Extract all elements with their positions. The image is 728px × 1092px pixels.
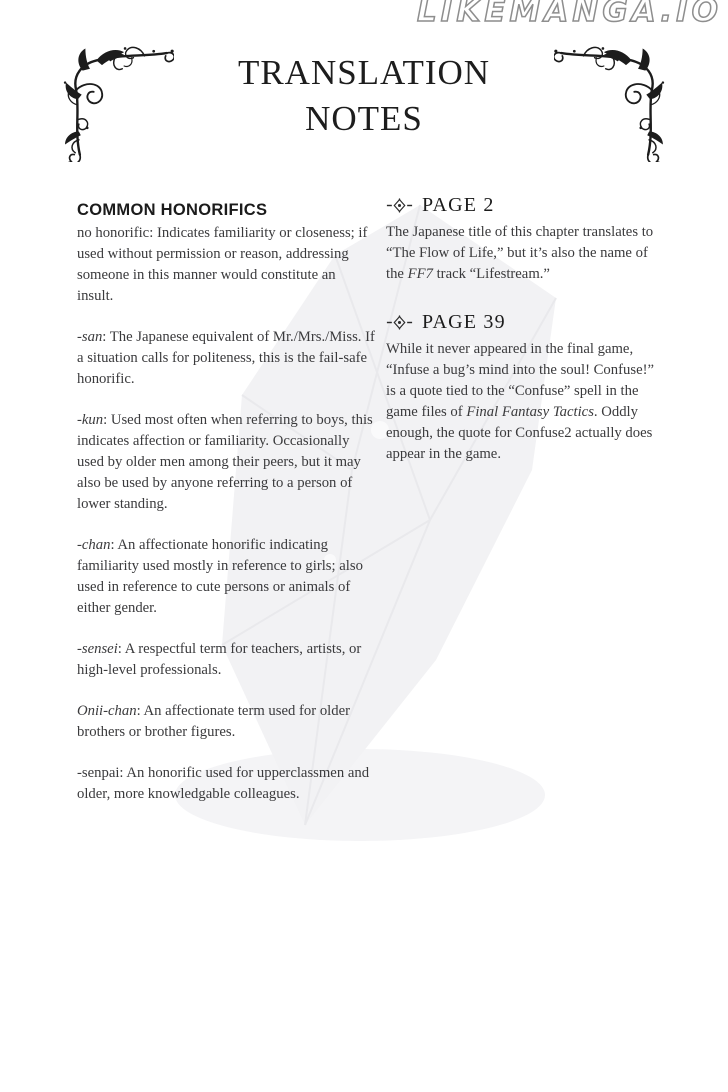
honorifics-section — [77, 201, 375, 825]
honorifics-entries — [77, 223, 375, 805]
honorific-entry: no honorific: Indicates familiarity or closeness; if used without permission or reason, addressing someone in this manner would constitute an insult. — [77, 225, 368, 305]
page-title-wrap — [0, 50, 728, 142]
page-note-body: While it never appeared in the final game, “Infuse a bug’s mind into the soul! Confuse!” is a quote tied to the “Confuse” spell in the game files of Final Fantasy Tactics. Oddly enough, the quote for Confuse2 actually does appear in the game. — [386, 341, 654, 463]
honorific-entry: Onii-chan: An affectionate term used for older brothers or brother figures. — [77, 703, 350, 741]
page-notes — [386, 194, 664, 465]
honorific-entry: -san: The Japanese equivalent of Mr./Mrs./Miss. If a situation calls for politeness, this is the fail-safe honorific. — [77, 329, 375, 388]
honorific-term: -chan — [77, 537, 111, 554]
page-note-body: The Japanese title of this chapter translates to “The Flow of Life,” but it’s also the name of the FF7 track “Lifestream.” — [386, 224, 654, 283]
diamond-compass-icon — [386, 198, 413, 213]
honorific-entry: -sensei: A respectful term for teachers, artists, or high-level professionals. — [77, 641, 362, 679]
page-note-header — [386, 311, 664, 334]
honorific-entry: -chan: An affectionate honorific indicating familiarity used mostly in reference to girls; also used in reference to cute persons or animals of either gender. — [77, 537, 363, 617]
page-note-header — [386, 194, 664, 217]
honorific-term: -san — [77, 329, 103, 346]
page-title: TRANSLATION NOTES — [237, 53, 491, 139]
page-note-label: PAGE 2 — [422, 194, 495, 216]
likemanga-watermark: LIKEMANGA.IO — [417, 0, 722, 29]
page-note-label: PAGE 39 — [422, 311, 506, 334]
honorific-term: -kun — [77, 412, 104, 429]
honorific-term: Onii-chan — [77, 703, 137, 720]
honorific-term: -sensei — [77, 641, 118, 658]
page-note — [386, 311, 664, 465]
diamond-compass-icon — [386, 315, 413, 330]
honorific-term: no honorific — [77, 225, 150, 241]
page-note — [386, 194, 664, 285]
honorifics-header: COMMON HONORIFICS — [77, 201, 268, 219]
page-notes-section — [386, 194, 664, 491]
honorific-entry: -senpai: An honorific used for upperclassmen and older, more knowledgable colleagues. — [77, 765, 370, 803]
honorific-term: -senpai — [77, 765, 120, 782]
honorific-entry: -kun: Used most often when referring to boys, this indicates affection or familiarity. Occasionally used by older men among their peers, but it may also be used by anyone referring to a person of lower standing. — [77, 412, 373, 513]
